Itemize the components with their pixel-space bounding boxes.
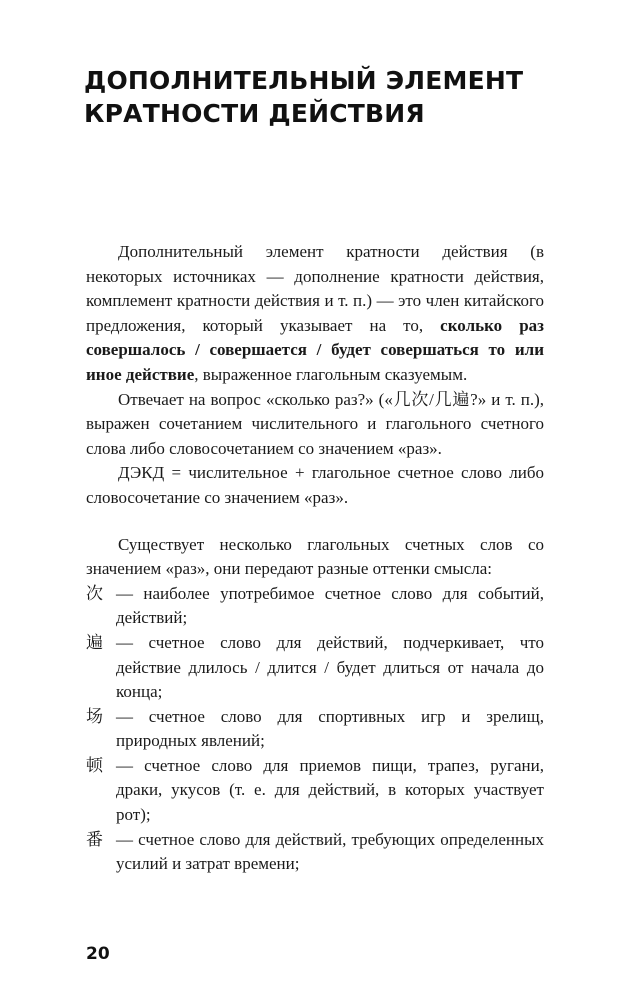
definition-text-start: Дополнительный элемент кратности действия (в некоторых источниках — дополнение кратности действия, комплемент кратности действия и т. п.) — это член китайского предложения, который указывает на то, bbox=[86, 242, 544, 335]
chapter-title-line-2: КРАТНОСТИ ДЕЙСТВИЯ bbox=[84, 99, 425, 128]
counter-character: 顿 bbox=[86, 755, 103, 776]
counter-description: — счетное слово для действий, требующих определенных усилий и затрат времени; bbox=[116, 829, 544, 874]
paragraph-counters-intro: Существует несколько глагольных счетных слов со значением «раз», они передают разные оттенки смысла: bbox=[86, 534, 544, 579]
counter-description: — счетное слово для спортивных игр и зрелищ, природных явлений; bbox=[116, 706, 544, 751]
counter-character: 场 bbox=[86, 706, 103, 727]
list-item bbox=[86, 631, 544, 705]
chapter-title bbox=[84, 64, 584, 130]
counter-list bbox=[86, 582, 544, 877]
counter-description: — наиболее употребимое счетное слово для событий, действий; bbox=[116, 583, 544, 628]
counter-description: — счетное слово для приемов пищи, трапез, ругани, драки, укусов (т. е. для действий, в которых участвует рот); bbox=[116, 755, 544, 825]
counter-character: 番 bbox=[86, 829, 103, 850]
counter-character: 次 bbox=[86, 583, 103, 604]
list-item bbox=[86, 754, 544, 828]
list-item bbox=[86, 828, 544, 877]
definition-text-end: , выраженное глагольным сказуемым. bbox=[194, 364, 468, 384]
counter-character: 遍 bbox=[86, 632, 103, 653]
counter-description: — счетное слово для действий, подчеркивает, что действие длилось / длится / будет длиться от начала до конца; bbox=[116, 632, 544, 702]
definition-emphasis: сколько раз совершалось / совершается / будет совершаться то или иное действие bbox=[86, 315, 544, 384]
list-item bbox=[86, 582, 544, 631]
list-item bbox=[86, 705, 544, 754]
chapter-title-line-1: ДОПОЛНИТЕЛЬНЫЙ ЭЛЕМЕНТ bbox=[84, 66, 524, 95]
page-number: 20 bbox=[86, 944, 110, 964]
body-text bbox=[86, 240, 544, 877]
paragraph-definition bbox=[86, 240, 544, 388]
paragraph-formula: ДЭКД = числительное + глагольное счетное слово либо словосочетание со значением «раз». bbox=[86, 463, 544, 507]
paragraph-question: Отвечает на вопрос «сколько раз?» («几次/几遍?» и т. п.), выражен сочетанием числительного и глагольного счетного слова либо словосочетанием со значением «раз». bbox=[86, 389, 544, 458]
